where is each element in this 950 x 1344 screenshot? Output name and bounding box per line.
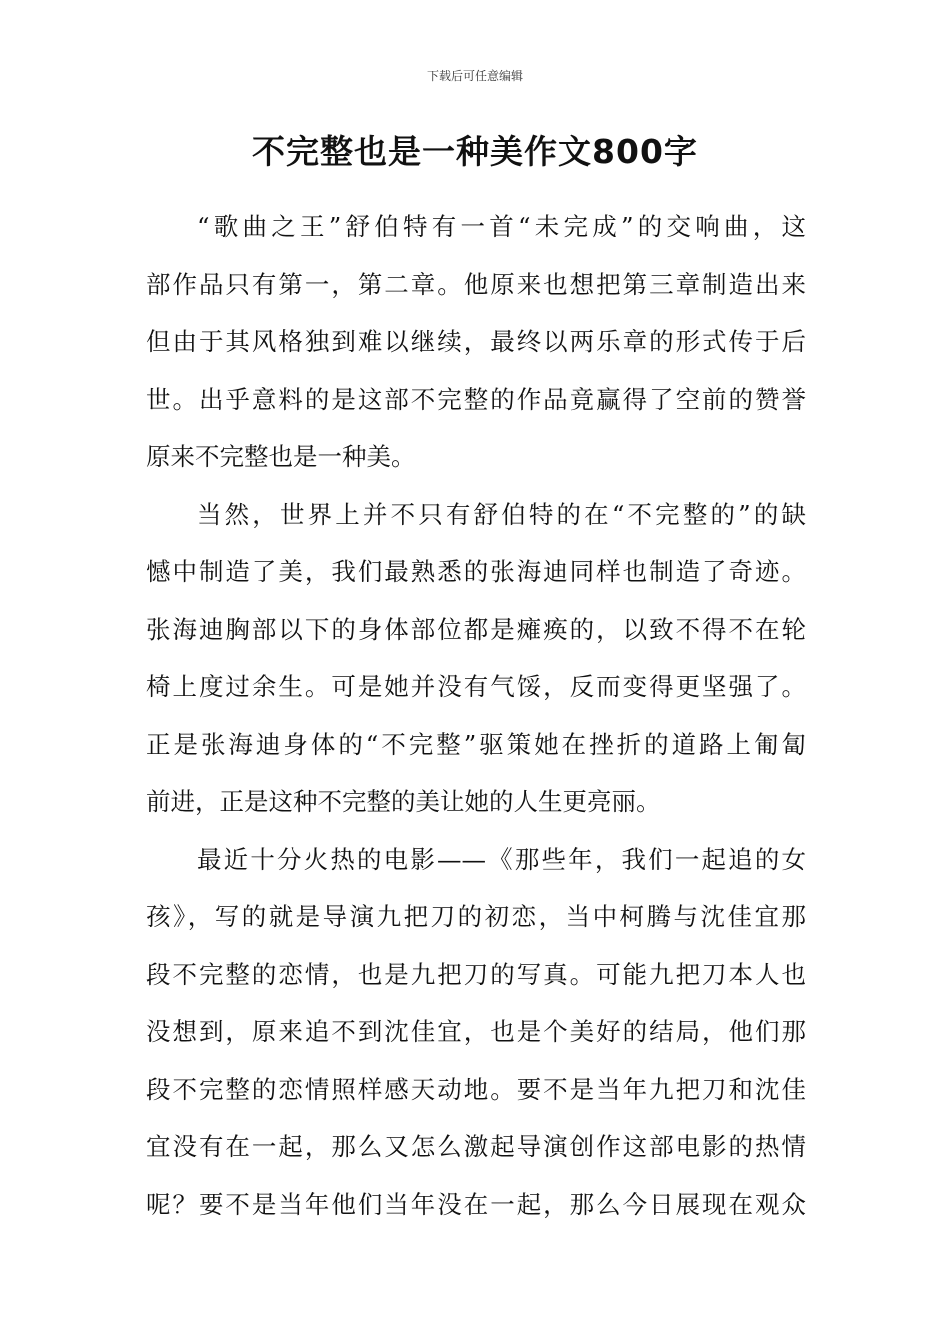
paragraph-line: 张海迪胸部以下的身体部位都是瘫痪的，以致不得不在轮 xyxy=(146,614,806,644)
paragraph-line: “歌曲之王”舒伯特有一首“未完成”的交响曲，这 xyxy=(197,212,806,241)
paragraph-line: 呢？要不是当年他们当年没在一起，那么今日展现在观众 xyxy=(146,1189,806,1219)
paragraph-line: 当然，世界上并不只有舒伯特的在“不完整的”的缺 xyxy=(197,499,806,529)
paragraph-line: 正是张海迪身体的“不完整”驱策她在挫折的道路上匍匐 xyxy=(146,729,806,759)
paragraph-line: 宜没有在一起，那么又怎么激起导演创作这部电影的热情 xyxy=(146,1132,806,1161)
paragraph-line: 段不完整的恋情，也是九把刀的写真。可能九把刀本人也 xyxy=(146,959,806,989)
paragraph-line: 最近十分火热的电影——《那些年，我们一起追的女 xyxy=(197,844,806,874)
document-body xyxy=(146,198,806,1233)
paragraph-line: 段不完整的恋情照样感天动地。要不是当年九把刀和沈佳 xyxy=(146,1074,806,1104)
document-title: 不完整也是一种美作文800字 xyxy=(252,132,698,171)
paragraph-line: 没想到，原来追不到沈佳宜，也是个美好的结局，他们那 xyxy=(146,1017,806,1046)
paragraph-line: 世。出乎意料的是这部不完整的作品竟赢得了空前的赞誉 xyxy=(146,384,806,414)
paragraph-line: 原来不完整也是一种美。 xyxy=(146,442,416,471)
paragraph-line: 憾中制造了美，我们最熟悉的张海迪同样也制造了奇迹。 xyxy=(146,557,806,586)
paragraph-1 xyxy=(146,198,806,486)
paragraph-line: 但由于其风格独到难以继续，最终以两乐章的形式传于后 xyxy=(146,327,806,356)
paragraph-3 xyxy=(146,831,806,1234)
paragraph-line: 前进，正是这种不完整的美让她的人生更亮丽。 xyxy=(146,787,661,816)
paragraph-2 xyxy=(146,486,806,831)
paragraph-line: 椅上度过余生。可是她并没有气馁，反而变得更坚强了。 xyxy=(146,672,806,701)
paragraph-line: 部作品只有第一，第二章。他原来也想把第三章制造出来 xyxy=(146,269,806,299)
header-note: 下载后可任意编辑 xyxy=(426,69,523,83)
paragraph-line: 孩》，写的就是导演九把刀的初恋，当中柯腾与沈佳宜那 xyxy=(146,902,806,931)
